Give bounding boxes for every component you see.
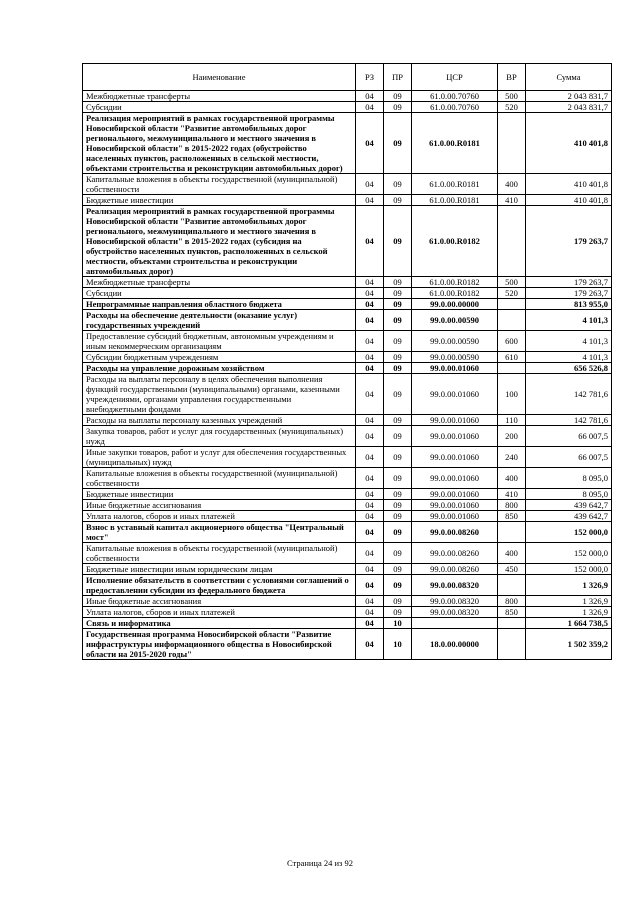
cell-name: Расходы на обеспечение деятельности (оказание услуг) государственных учреждений bbox=[83, 310, 356, 331]
cell-pr: 10 bbox=[384, 629, 412, 660]
cell-pr: 09 bbox=[384, 564, 412, 575]
cell-csr: 61.0.00.R0181 bbox=[412, 113, 498, 174]
cell-csr: 99.0.00.08320 bbox=[412, 596, 498, 607]
cell-csr: 99.0.00.08260 bbox=[412, 564, 498, 575]
cell-name: Расходы на выплаты персоналу казенных учреждений bbox=[83, 415, 356, 426]
cell-csr: 61.0.00.R0182 bbox=[412, 288, 498, 299]
cell-sum: 1 664 738,5 bbox=[526, 618, 612, 629]
cell-csr: 99.0.00.01060 bbox=[412, 489, 498, 500]
cell-vr bbox=[498, 522, 526, 543]
cell-pr: 09 bbox=[384, 195, 412, 206]
cell-rz: 04 bbox=[356, 629, 384, 660]
cell-rz: 04 bbox=[356, 607, 384, 618]
cell-name: Межбюджетные трансферты bbox=[83, 91, 356, 102]
cell-rz: 04 bbox=[356, 277, 384, 288]
table-row bbox=[83, 299, 612, 310]
cell-sum: 179 263,7 bbox=[526, 206, 612, 277]
cell-sum: 656 526,8 bbox=[526, 363, 612, 374]
cell-sum: 8 095,0 bbox=[526, 468, 612, 489]
cell-sum: 1 502 359,2 bbox=[526, 629, 612, 660]
cell-vr: 200 bbox=[498, 426, 526, 447]
cell-vr bbox=[498, 575, 526, 596]
cell-sum: 1 326,9 bbox=[526, 596, 612, 607]
cell-name: Капитальные вложения в объекты государственной (муниципальной) собственности bbox=[83, 174, 356, 195]
cell-name: Связь и информатика bbox=[83, 618, 356, 629]
cell-vr: 850 bbox=[498, 511, 526, 522]
cell-pr: 09 bbox=[384, 113, 412, 174]
cell-pr: 09 bbox=[384, 352, 412, 363]
cell-csr bbox=[412, 618, 498, 629]
cell-pr: 09 bbox=[384, 310, 412, 331]
table-row bbox=[83, 113, 612, 174]
cell-name: Взнос в уставный капитал акционерного общества "Центральный мост" bbox=[83, 522, 356, 543]
cell-rz: 04 bbox=[356, 511, 384, 522]
table-row bbox=[83, 310, 612, 331]
cell-sum: 152 000,0 bbox=[526, 564, 612, 575]
cell-vr: 410 bbox=[498, 489, 526, 500]
cell-rz: 04 bbox=[356, 331, 384, 352]
cell-csr: 99.0.00.01060 bbox=[412, 415, 498, 426]
table-row bbox=[83, 522, 612, 543]
table-row bbox=[83, 447, 612, 468]
table-row bbox=[83, 575, 612, 596]
table-body bbox=[83, 91, 612, 660]
cell-pr: 09 bbox=[384, 543, 412, 564]
cell-pr: 09 bbox=[384, 91, 412, 102]
cell-vr bbox=[498, 206, 526, 277]
cell-vr: 410 bbox=[498, 195, 526, 206]
cell-vr: 800 bbox=[498, 500, 526, 511]
cell-csr: 18.0.00.00000 bbox=[412, 629, 498, 660]
cell-sum: 66 007,5 bbox=[526, 447, 612, 468]
table-row bbox=[83, 195, 612, 206]
table-row bbox=[83, 489, 612, 500]
cell-name: Бюджетные инвестиции bbox=[83, 195, 356, 206]
cell-sum: 8 095,0 bbox=[526, 489, 612, 500]
cell-sum: 4 101,3 bbox=[526, 352, 612, 363]
cell-rz: 04 bbox=[356, 374, 384, 415]
cell-pr: 09 bbox=[384, 299, 412, 310]
cell-rz: 04 bbox=[356, 195, 384, 206]
cell-csr: 61.0.00.70760 bbox=[412, 102, 498, 113]
table-row bbox=[83, 500, 612, 511]
cell-rz: 04 bbox=[356, 618, 384, 629]
cell-sum: 4 101,3 bbox=[526, 310, 612, 331]
cell-pr: 09 bbox=[384, 363, 412, 374]
table-row bbox=[83, 352, 612, 363]
header-rz: РЗ bbox=[356, 64, 384, 91]
cell-vr: 450 bbox=[498, 564, 526, 575]
table-row bbox=[83, 564, 612, 575]
cell-pr: 09 bbox=[384, 607, 412, 618]
cell-csr: 61.0.00.70760 bbox=[412, 91, 498, 102]
cell-rz: 04 bbox=[356, 522, 384, 543]
cell-vr: 520 bbox=[498, 102, 526, 113]
cell-sum: 66 007,5 bbox=[526, 426, 612, 447]
cell-pr: 09 bbox=[384, 102, 412, 113]
table-row bbox=[83, 206, 612, 277]
cell-sum: 2 043 831,7 bbox=[526, 102, 612, 113]
cell-csr: 99.0.00.01060 bbox=[412, 363, 498, 374]
cell-pr: 09 bbox=[384, 522, 412, 543]
cell-sum: 1 326,9 bbox=[526, 575, 612, 596]
table-row bbox=[83, 374, 612, 415]
cell-csr: 99.0.00.00000 bbox=[412, 299, 498, 310]
cell-sum: 4 101,3 bbox=[526, 331, 612, 352]
cell-pr: 09 bbox=[384, 206, 412, 277]
cell-rz: 04 bbox=[356, 426, 384, 447]
cell-sum: 410 401,8 bbox=[526, 113, 612, 174]
cell-name: Капитальные вложения в объекты государственной (муниципальной) собственности bbox=[83, 543, 356, 564]
cell-pr: 09 bbox=[384, 500, 412, 511]
cell-sum: 439 642,7 bbox=[526, 500, 612, 511]
cell-name: Уплата налогов, сборов и иных платежей bbox=[83, 607, 356, 618]
cell-rz: 04 bbox=[356, 500, 384, 511]
cell-vr bbox=[498, 113, 526, 174]
table-row bbox=[83, 607, 612, 618]
cell-rz: 04 bbox=[356, 113, 384, 174]
cell-vr bbox=[498, 310, 526, 331]
cell-rz: 04 bbox=[356, 310, 384, 331]
cell-csr: 61.0.00.R0182 bbox=[412, 206, 498, 277]
table-row bbox=[83, 468, 612, 489]
cell-vr: 400 bbox=[498, 174, 526, 195]
cell-sum: 152 000,0 bbox=[526, 522, 612, 543]
cell-pr: 09 bbox=[384, 174, 412, 195]
table-row bbox=[83, 277, 612, 288]
cell-name: Субсидии bbox=[83, 288, 356, 299]
cell-pr: 09 bbox=[384, 489, 412, 500]
cell-csr: 99.0.00.01060 bbox=[412, 374, 498, 415]
table-row bbox=[83, 511, 612, 522]
header-vr: ВР bbox=[498, 64, 526, 91]
cell-rz: 04 bbox=[356, 91, 384, 102]
table-row bbox=[83, 91, 612, 102]
header-name: Наименование bbox=[83, 64, 356, 91]
cell-name: Бюджетные инвестиции иным юридическим лицам bbox=[83, 564, 356, 575]
table-row bbox=[83, 618, 612, 629]
cell-sum: 152 000,0 bbox=[526, 543, 612, 564]
cell-rz: 04 bbox=[356, 489, 384, 500]
table-row bbox=[83, 426, 612, 447]
header-pr: ПР bbox=[384, 64, 412, 91]
header-csr: ЦСР bbox=[412, 64, 498, 91]
cell-name: Иные бюджетные ассигнования bbox=[83, 500, 356, 511]
cell-name: Расходы на выплаты персоналу в целях обеспечения выполнения функций государственными (муниципальными) органами, казенными учреждениями, органами управления государственными внебюджетными фондами bbox=[83, 374, 356, 415]
cell-name: Бюджетные инвестиции bbox=[83, 489, 356, 500]
cell-csr: 99.0.00.01060 bbox=[412, 500, 498, 511]
table-row bbox=[83, 596, 612, 607]
cell-name: Иные бюджетные ассигнования bbox=[83, 596, 356, 607]
cell-csr: 99.0.00.00590 bbox=[412, 331, 498, 352]
cell-vr: 800 bbox=[498, 596, 526, 607]
cell-pr: 09 bbox=[384, 596, 412, 607]
cell-rz: 04 bbox=[356, 352, 384, 363]
cell-csr: 99.0.00.01060 bbox=[412, 468, 498, 489]
cell-vr: 500 bbox=[498, 91, 526, 102]
cell-pr: 10 bbox=[384, 618, 412, 629]
cell-vr: 600 bbox=[498, 331, 526, 352]
cell-sum: 179 263,7 bbox=[526, 288, 612, 299]
cell-pr: 09 bbox=[384, 511, 412, 522]
cell-vr: 610 bbox=[498, 352, 526, 363]
cell-csr: 99.0.00.00590 bbox=[412, 310, 498, 331]
cell-rz: 04 bbox=[356, 575, 384, 596]
cell-name: Капитальные вложения в объекты государственной (муниципальной) собственности bbox=[83, 468, 356, 489]
cell-csr: 99.0.00.08320 bbox=[412, 575, 498, 596]
cell-rz: 04 bbox=[356, 415, 384, 426]
cell-vr bbox=[498, 618, 526, 629]
cell-sum: 410 401,8 bbox=[526, 174, 612, 195]
cell-csr: 99.0.00.01060 bbox=[412, 447, 498, 468]
cell-rz: 04 bbox=[356, 363, 384, 374]
cell-vr: 100 bbox=[498, 374, 526, 415]
cell-vr: 520 bbox=[498, 288, 526, 299]
cell-rz: 04 bbox=[356, 288, 384, 299]
cell-sum: 179 263,7 bbox=[526, 277, 612, 288]
cell-pr: 09 bbox=[384, 447, 412, 468]
cell-pr: 09 bbox=[384, 426, 412, 447]
cell-rz: 04 bbox=[356, 174, 384, 195]
cell-name: Закупка товаров, работ и услуг для государственных (муниципальных) нужд bbox=[83, 426, 356, 447]
cell-vr bbox=[498, 299, 526, 310]
cell-name: Реализация мероприятий в рамках государственной программы Новосибирской области "Развитие автомобильных дорог регионального, межмуниципального и местного значения в Новосибирской области" в 2015-2022 годах (обустройство населенных пунктов, расположенных в сельской местности, объектами строительства и реконструкции автомобильных дорог) bbox=[83, 113, 356, 174]
cell-pr: 09 bbox=[384, 415, 412, 426]
cell-pr: 09 bbox=[384, 575, 412, 596]
cell-sum: 439 642,7 bbox=[526, 511, 612, 522]
cell-name: Межбюджетные трансферты bbox=[83, 277, 356, 288]
cell-rz: 04 bbox=[356, 447, 384, 468]
table-row bbox=[83, 415, 612, 426]
cell-name: Иные закупки товаров, работ и услуг для обеспечения государственных (муниципальных) нужд bbox=[83, 447, 356, 468]
cell-vr bbox=[498, 629, 526, 660]
table-row bbox=[83, 288, 612, 299]
cell-vr: 400 bbox=[498, 468, 526, 489]
cell-vr bbox=[498, 363, 526, 374]
cell-sum: 142 781,6 bbox=[526, 415, 612, 426]
cell-csr: 99.0.00.08260 bbox=[412, 543, 498, 564]
cell-rz: 04 bbox=[356, 543, 384, 564]
cell-pr: 09 bbox=[384, 277, 412, 288]
cell-csr: 61.0.00.R0181 bbox=[412, 174, 498, 195]
cell-name: Предоставление субсидий бюджетным, автономным учреждениям и иным некоммерческим организациям bbox=[83, 331, 356, 352]
cell-vr: 240 bbox=[498, 447, 526, 468]
cell-pr: 09 bbox=[384, 331, 412, 352]
cell-csr: 99.0.00.08260 bbox=[412, 522, 498, 543]
table-row bbox=[83, 331, 612, 352]
cell-name: Субсидии бюджетным учреждениям bbox=[83, 352, 356, 363]
cell-sum: 410 401,8 bbox=[526, 195, 612, 206]
page-number: Страница 24 из 92 bbox=[286, 858, 354, 868]
cell-sum: 1 326,9 bbox=[526, 607, 612, 618]
table-row bbox=[83, 102, 612, 113]
cell-vr: 500 bbox=[498, 277, 526, 288]
cell-rz: 04 bbox=[356, 468, 384, 489]
cell-name: Уплата налогов, сборов и иных платежей bbox=[83, 511, 356, 522]
cell-csr: 61.0.00.R0181 bbox=[412, 195, 498, 206]
cell-rz: 04 bbox=[356, 206, 384, 277]
cell-csr: 99.0.00.01060 bbox=[412, 426, 498, 447]
cell-rz: 04 bbox=[356, 596, 384, 607]
cell-name: Непрограммные направления областного бюджета bbox=[83, 299, 356, 310]
cell-sum: 2 043 831,7 bbox=[526, 91, 612, 102]
cell-csr: 61.0.00.R0182 bbox=[412, 277, 498, 288]
cell-vr: 400 bbox=[498, 543, 526, 564]
cell-csr: 99.0.00.01060 bbox=[412, 511, 498, 522]
cell-name: Реализация мероприятий в рамках государственной программы Новосибирской области "Развитие автомобильных дорог регионального, межмуниципального и местного значения в Новосибирской области" в 2015-2022 годах (субсидия на обустройство населенных пунктов, расположенных в сельской местности, объектами строительства и реконструкции автомобильных дорог) bbox=[83, 206, 356, 277]
cell-pr: 09 bbox=[384, 288, 412, 299]
cell-name: Расходы на управление дорожным хозяйством bbox=[83, 363, 356, 374]
cell-vr: 850 bbox=[498, 607, 526, 618]
budget-table bbox=[82, 63, 612, 660]
cell-sum: 813 955,0 bbox=[526, 299, 612, 310]
cell-rz: 04 bbox=[356, 299, 384, 310]
table-row bbox=[83, 543, 612, 564]
cell-vr: 110 bbox=[498, 415, 526, 426]
table-row bbox=[83, 629, 612, 660]
cell-rz: 04 bbox=[356, 102, 384, 113]
table-row bbox=[83, 363, 612, 374]
cell-csr: 99.0.00.00590 bbox=[412, 352, 498, 363]
cell-pr: 09 bbox=[384, 468, 412, 489]
cell-rz: 04 bbox=[356, 564, 384, 575]
table-row bbox=[83, 174, 612, 195]
cell-name: Субсидии bbox=[83, 102, 356, 113]
cell-name: Государственная программа Новосибирской области "Развитие инфраструктуры информационного общества в Новосибирской области на 2015-2020 годы" bbox=[83, 629, 356, 660]
header-sum: Сумма bbox=[526, 64, 612, 91]
cell-pr: 09 bbox=[384, 374, 412, 415]
cell-sum: 142 781,6 bbox=[526, 374, 612, 415]
table-header-row bbox=[83, 64, 612, 91]
cell-csr: 99.0.00.08320 bbox=[412, 607, 498, 618]
cell-name: Исполнение обязательств в соответствии с условиями соглашений о предоставлении субсидии из федерального бюджета bbox=[83, 575, 356, 596]
